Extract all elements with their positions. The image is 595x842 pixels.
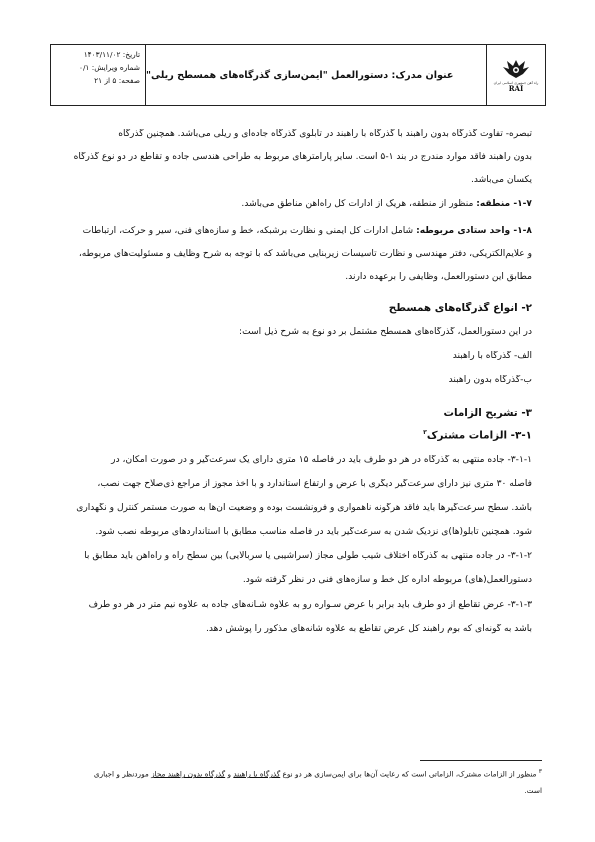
clause-3-1-1-line-1: ۳-۱-۱- جاده منتهی به گذرگاه در هر دو طرف باید در فاصله ۱۵ متری دارای یک سرعت‌گیر و در صورت امکان، در <box>111 455 532 465</box>
note-line-2: بدون راهبند فاقد موارد مندرج در بند ۱-۵ است. سایر پارامترهای مربوط به طراحی هندسی جاده و تقاطع در دو نوع گذرگاه <box>73 152 532 162</box>
document-title: عنوان مدرک: دستورالعمل "ایمن‌سازی گذرگاه‌های همسطح ریلی" <box>146 69 454 81</box>
footnote-ref: ۳ <box>423 429 427 436</box>
note-line-1: تبصره- تفاوت گذرگاه بدون راهبند با گذرگاه با راهبند در تابلوی گذرگاه جاده‌ای و ریلی می‌باشد. همچنین گذرگاه <box>118 129 532 139</box>
footnote-text-a: منظور از الزامات مشترک، الزاماتی است که رعایت آن‌ها برای ایمن‌سازی هر دو نوع <box>280 769 537 779</box>
section-1-7-heading: ۱-۷- منطقه: <box>476 199 532 209</box>
footnote-text-mid: و <box>225 769 234 779</box>
section-1-8-line-3: مطابق این دستورالعمل، وظایفی را برعهده دارند. <box>345 272 532 282</box>
clause-3-1-3-line-2: باشد به گونه‌ای که بوم راهبند کل عرض تقاطع به علاوه شانه‌های مذکور را پوشش دهد. <box>205 624 532 634</box>
document-title-cell <box>146 45 487 105</box>
rai-emblem-icon <box>501 58 531 80</box>
clause-3-1-1-line-2: فاصله ۳۰ متری نیز دارای سرعت‌گیر دیگری با عرض و ارتفاع استاندارد و با اخذ مجوز از مراجع ذی‌صلاح جهت نصب، <box>97 479 532 489</box>
clause-3-1-2-line-2: دستورالعمل(های) مربوطه اداره کل خط و سازه‌های فنی در نظر گرفته شود. <box>242 575 532 585</box>
section-1-8-heading: ۱-۸- واحد ستادی مربوطه: <box>416 226 532 236</box>
footnote-line-1 <box>62 768 542 778</box>
clause-3-1-3-line-1: ۳-۱-۳- عرض تقاطع از دو طرف باید برابر با عرض سـواره رو به علاوه شـانه‌های جاده به علاوه نیم متر در هر دو طرف <box>88 600 532 610</box>
section-3-1-title: ۳-۱- الزامات مشترک <box>426 429 532 442</box>
section-2-intro: در این دستورالعمل، گذرگاه‌های همسطح مشتمل بر دو نوع به شرح ذیل است: <box>239 327 532 337</box>
section-1-8-line-1 <box>62 226 532 236</box>
section-1-8-line-2: و علایم‌الکتریکی، دفتر مهندسی و نظارت تاسیسات زیربنایی می‌باشد که با توجه به شرح وظایف و مسئولیت‌های مربوطه، <box>78 249 532 259</box>
document-meta <box>51 45 146 105</box>
section-1-8-text: شامل ادارات کل ایمنی و نظارت برشبکه، خط و سازه‌های فنی، سیر و حرکت، ارتباطات <box>82 226 417 236</box>
footnote-divider <box>420 760 542 761</box>
crossing-type-b: ب-گذرگاه بدون راهبند <box>448 375 532 385</box>
rai-logo <box>487 45 545 105</box>
clause-3-1-2-line-1: ۳-۱-۲- در جاده منتهی به گذرگاه اختلاف شیب طولی مجاز (سراشیبی یا سربالایی) بین سطح راه و راه‌آهن باید مطابق با <box>84 551 532 561</box>
document-date: تاریخ: ۱۴۰۳/۱۱/۰۲ <box>83 50 140 59</box>
document-header <box>50 44 546 106</box>
section-3-heading: ۳- تشریح الزامات <box>443 407 532 419</box>
logo-caption: راه آهن جمهوری اسلامی ایران <box>493 80 539 85</box>
section-2-heading: ۲- انواع گذرگاه‌های همسطح <box>388 302 532 314</box>
crossing-type-a: الف- گذرگاه با راهبند <box>452 351 532 361</box>
logo-text: RAI <box>508 83 524 93</box>
footnote-line-2: است. <box>524 786 542 795</box>
clause-3-1-1-line-4: شود. همچنین تابلو(ها)ی نزدیک شدن به سرعت‌گیر باید در فاصله مناسب مطابق با استانداردهای مربوطه نصب شود. <box>95 527 532 537</box>
document-revision: شماره ویرایش: ۰/۱ <box>78 63 140 72</box>
footnote-number: ۳ <box>538 768 542 775</box>
document-page-number: صفحه: ۵ از ۲۱ <box>94 76 140 85</box>
section-3-1-heading <box>62 429 532 441</box>
footnote-term-1: گذرگاه با راهبند <box>233 769 281 779</box>
note-line-3: یکسان می‌باشد. <box>470 175 532 185</box>
section-1-7 <box>62 199 532 209</box>
footnote-text-end: موردنظر و اجباری <box>93 769 152 779</box>
footnote-term-2: گذرگاه بدون راهبند مجاز <box>151 769 226 779</box>
clause-3-1-1-line-3: باشد. سطح سرعت‌گیرها باید فاقد هرگونه ناهمواری و فرونشست بوده و وضعیت آن‌ها به صورت مستمر کنترل و نگهداری <box>76 503 532 513</box>
section-1-7-text: منظور از منطقه، هریک از ادارات کل راه‌آهن مناطق می‌باشد. <box>241 199 477 209</box>
